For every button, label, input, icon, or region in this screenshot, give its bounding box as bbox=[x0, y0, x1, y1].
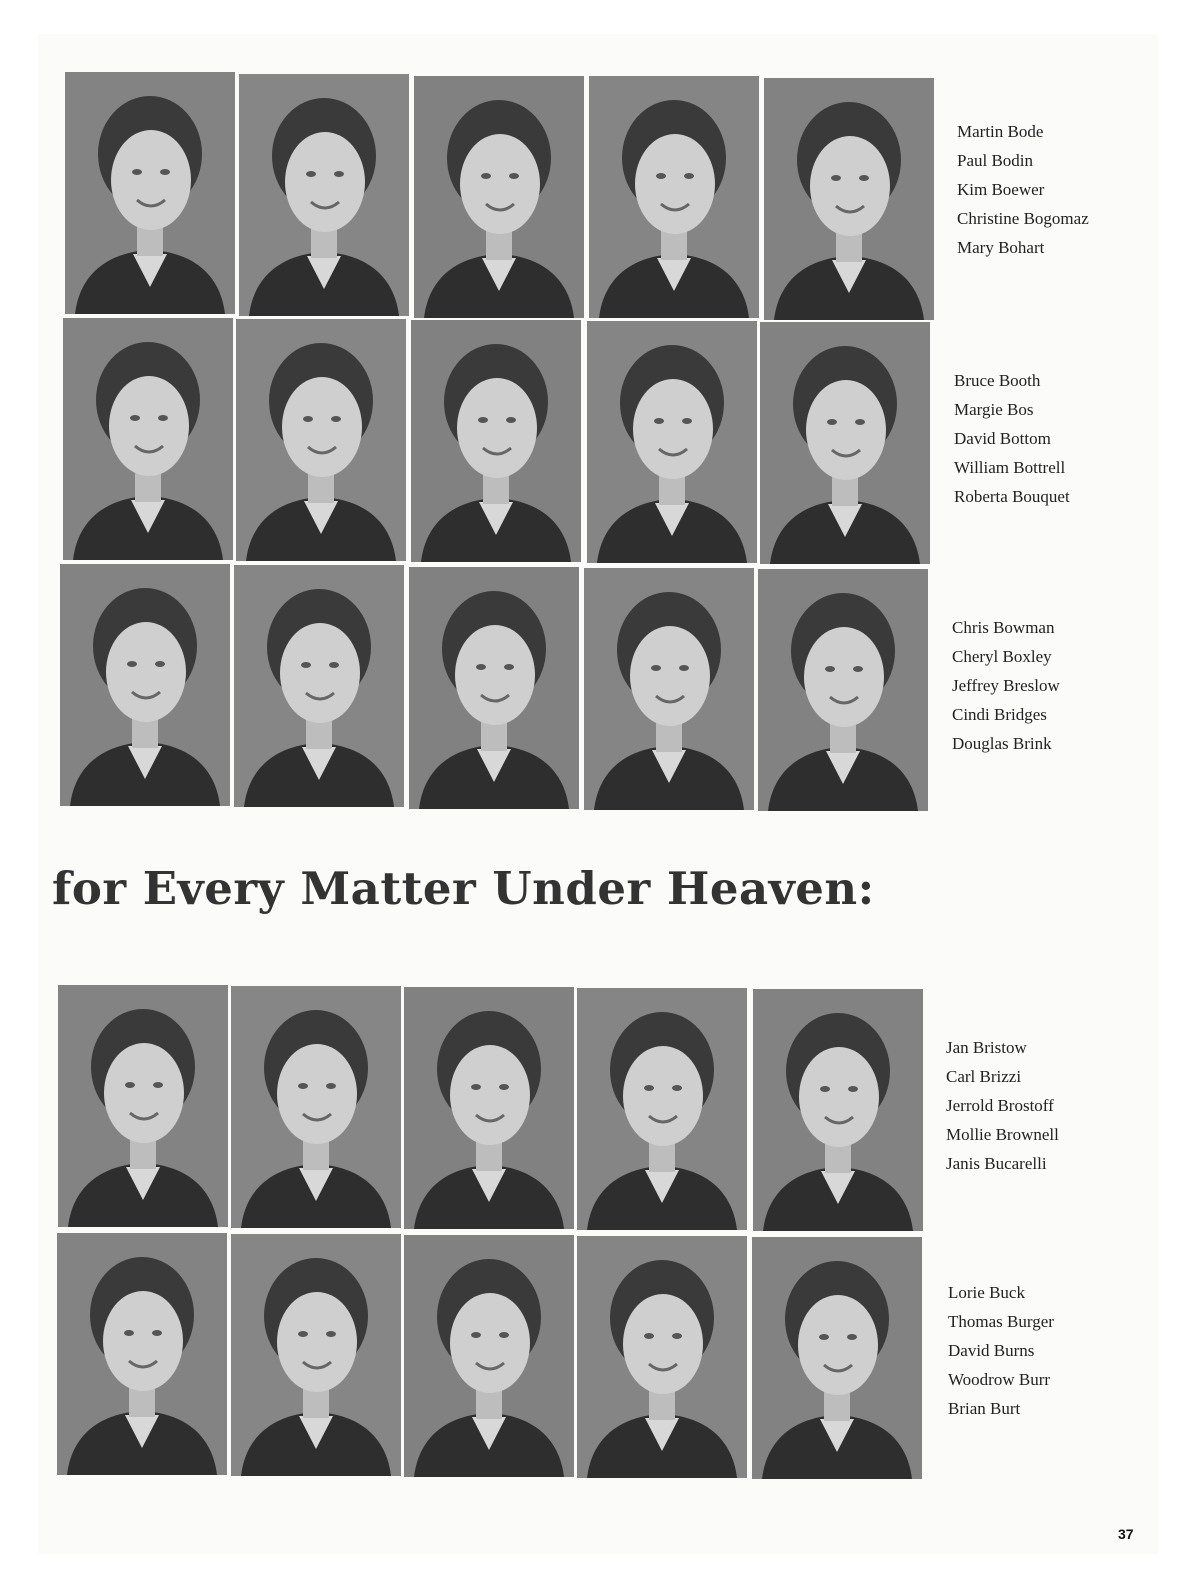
student-name: Cheryl Boxley bbox=[952, 647, 1052, 666]
portrait-silhouette bbox=[231, 986, 401, 1228]
student-name: Brian Burt bbox=[948, 1399, 1021, 1418]
portrait-silhouette bbox=[404, 987, 574, 1229]
page-headline: for Every Matter Under Heaven: bbox=[52, 862, 875, 915]
portrait-silhouette bbox=[58, 985, 228, 1227]
portrait-photo bbox=[411, 320, 581, 562]
portrait-photo bbox=[239, 74, 409, 316]
portrait-silhouette bbox=[411, 320, 581, 562]
portrait-photo bbox=[60, 564, 230, 806]
student-name: Lorie Buck bbox=[948, 1283, 1025, 1302]
portrait-silhouette bbox=[752, 1237, 922, 1479]
portrait-photo bbox=[234, 565, 404, 807]
portrait-silhouette bbox=[758, 569, 928, 811]
name-list-5 bbox=[948, 1278, 1054, 1423]
portrait-photo bbox=[409, 567, 579, 809]
student-name: David Burns bbox=[948, 1341, 1035, 1360]
portrait-photo bbox=[764, 78, 934, 320]
student-name: Carl Brizzi bbox=[946, 1067, 1022, 1086]
portrait-photo bbox=[63, 318, 233, 560]
portrait-photo bbox=[404, 987, 574, 1229]
portrait-silhouette bbox=[231, 1234, 401, 1476]
portrait-silhouette bbox=[753, 989, 923, 1231]
name-list-1 bbox=[957, 117, 1089, 262]
portrait-silhouette bbox=[239, 74, 409, 316]
student-name: William Bottrell bbox=[954, 458, 1066, 477]
portrait-silhouette bbox=[577, 988, 747, 1230]
student-name: Martin Bode bbox=[957, 122, 1044, 141]
student-name: Mary Bohart bbox=[957, 238, 1045, 257]
portrait-photo bbox=[577, 1236, 747, 1478]
student-name: Janis Bucarelli bbox=[946, 1154, 1047, 1173]
portrait-silhouette bbox=[65, 72, 235, 314]
portrait-silhouette bbox=[60, 564, 230, 806]
student-name: Mollie Brownell bbox=[946, 1125, 1059, 1144]
student-name: Kim Boewer bbox=[957, 180, 1045, 199]
student-name: Christine Bogomaz bbox=[957, 209, 1089, 228]
portrait-photo bbox=[57, 1233, 227, 1475]
portrait-photo bbox=[584, 568, 754, 810]
portrait-silhouette bbox=[589, 76, 759, 318]
portrait-silhouette bbox=[414, 76, 584, 318]
portrait-photo bbox=[589, 76, 759, 318]
portrait-photo bbox=[65, 72, 235, 314]
student-name: Thomas Burger bbox=[948, 1312, 1054, 1331]
student-name: David Bottom bbox=[954, 429, 1051, 448]
portrait-silhouette bbox=[234, 565, 404, 807]
portrait-photo bbox=[577, 988, 747, 1230]
portrait-silhouette bbox=[57, 1233, 227, 1475]
portrait-photo bbox=[231, 986, 401, 1228]
portrait-silhouette bbox=[577, 1236, 747, 1478]
portrait-silhouette bbox=[63, 318, 233, 560]
portrait-silhouette bbox=[764, 78, 934, 320]
student-name: Jan Bristow bbox=[946, 1038, 1027, 1057]
portrait-photo bbox=[58, 985, 228, 1227]
portrait-photo bbox=[236, 319, 406, 561]
portrait-silhouette bbox=[587, 321, 757, 563]
portrait-silhouette bbox=[409, 567, 579, 809]
student-name: Douglas Brink bbox=[952, 734, 1052, 753]
portrait-photo bbox=[231, 1234, 401, 1476]
student-name: Woodrow Burr bbox=[948, 1370, 1051, 1389]
student-name: Roberta Bouquet bbox=[954, 487, 1070, 506]
student-name: Jeffrey Breslow bbox=[952, 676, 1060, 695]
portrait-photo bbox=[587, 321, 757, 563]
portrait-silhouette bbox=[584, 568, 754, 810]
student-name: Bruce Booth bbox=[954, 371, 1041, 390]
student-name: Cindi Bridges bbox=[952, 705, 1047, 724]
portrait-photo bbox=[758, 569, 928, 811]
name-list-2 bbox=[954, 366, 1070, 511]
portrait-silhouette bbox=[236, 319, 406, 561]
student-name: Margie Bos bbox=[954, 400, 1034, 419]
name-list-3 bbox=[952, 613, 1060, 758]
name-list-4 bbox=[946, 1033, 1059, 1178]
student-name: Chris Bowman bbox=[952, 618, 1055, 637]
portrait-photo bbox=[753, 989, 923, 1231]
portrait-silhouette bbox=[404, 1235, 574, 1477]
portrait-photo bbox=[414, 76, 584, 318]
student-name: Paul Bodin bbox=[957, 151, 1034, 170]
page-number: 37 bbox=[1118, 1526, 1134, 1542]
portrait-photo bbox=[752, 1237, 922, 1479]
student-name: Jerrold Brostoff bbox=[946, 1096, 1054, 1115]
portrait-photo bbox=[760, 322, 930, 564]
portrait-photo bbox=[404, 1235, 574, 1477]
portrait-silhouette bbox=[760, 322, 930, 564]
